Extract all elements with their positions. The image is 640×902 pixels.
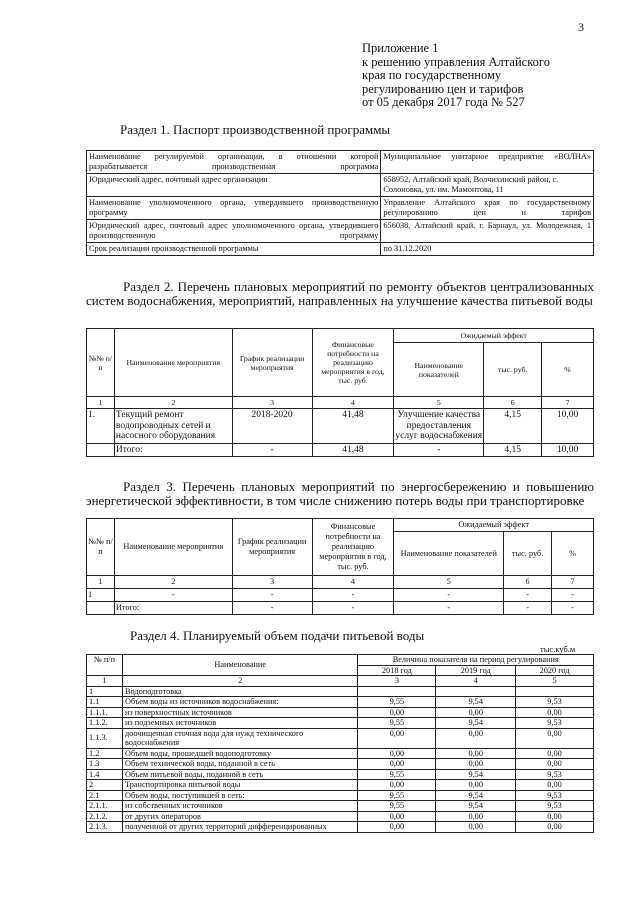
row-name: Текущий ремонт водопроводных сетей и насосного оборудования [114, 409, 232, 444]
header-finance: Финансовые потребности на реализацию мероприятия в год, тыс. руб. [312, 519, 394, 576]
total-indicator: - [394, 443, 484, 457]
col-number: 5 [516, 676, 594, 687]
col-number: 2 [114, 576, 232, 589]
col-number: 3 [358, 676, 436, 687]
table-row [87, 790, 594, 801]
row-thous: 4,15 [484, 409, 542, 444]
appendix-line: края по государственному [362, 68, 502, 82]
total-cell: - [394, 602, 504, 615]
header-num: №№ п/п [87, 519, 115, 576]
col-number: 6 [504, 576, 552, 589]
col-number: 3 [232, 397, 312, 409]
unit-label: тыс.куб.м [540, 644, 576, 654]
appendix-line: к решению управления Алтайского [362, 54, 550, 69]
total-cell: - [552, 602, 594, 615]
row-2019: 0,00 [436, 780, 516, 791]
row-label: Срок реализации производственной программы [87, 243, 381, 256]
total-cell: - [504, 602, 552, 615]
row-2019: 0,00 [436, 707, 516, 718]
column-numbers-row [87, 576, 594, 589]
row-num [87, 443, 115, 457]
table-row [87, 174, 594, 197]
col-number: 5 [394, 576, 504, 589]
appendix-header [362, 42, 550, 110]
row-2020: 0,00 [516, 748, 594, 759]
row-2020: 0,00 [516, 780, 594, 791]
row-name: от других операторов [122, 811, 358, 822]
row-2018: 0,00 [358, 811, 436, 822]
row-2018: 9,55 [358, 769, 436, 780]
row-name: из подземных источников [122, 718, 358, 729]
col-number: 4 [312, 576, 394, 589]
row-num: 1.3 [87, 759, 123, 770]
row-2018: 0,00 [358, 780, 436, 791]
total-cell: - [312, 602, 394, 615]
row-2019: 0,00 [436, 748, 516, 759]
col-number: 4 [436, 676, 516, 687]
column-numbers-row [87, 397, 594, 409]
row-label: Наименование регулируемой организации, в отношении которой разрабатывается производственная программа [87, 151, 381, 174]
row-name: Объем технической воды, поданной в сеть [122, 759, 358, 770]
row-cell: - [114, 589, 232, 602]
row-num: 2.1.3. [87, 822, 123, 833]
appendix-line: от 05 декабря 2017 года № 527 [362, 95, 525, 109]
header-thous: тыс. руб. [504, 532, 552, 576]
section1-title: Раздел 1. Паспорт производственной программы [120, 122, 391, 137]
row-num: 1.1.3. [87, 728, 123, 748]
row-name: полученной от других территорий дифференцированных [122, 822, 358, 833]
row-value: 658952, Алтайский край, Волчихинский район, с. Солоновка, ул. им. Мамонтова, 11 [381, 174, 594, 197]
row-2020: 0,00 [516, 759, 594, 770]
header-thous: тыс. руб. [484, 343, 542, 397]
row-2018: 9,55 [358, 718, 436, 729]
col-number: 1 [87, 576, 115, 589]
table-row [87, 801, 594, 812]
header-period: Величина показателя на период регулирования [358, 655, 594, 666]
table-row [87, 822, 594, 833]
row-2020: 9,53 [516, 801, 594, 812]
header-indicator: Наименование показателей [394, 343, 484, 397]
row-2019: 9,54 [436, 790, 516, 801]
total-schedule: - [232, 443, 312, 457]
row-value: Управление Алтайского края по государственному регулированию цен и тарифов [381, 197, 594, 220]
row-num: 1.1.1. [87, 707, 123, 718]
header-name: Наименование мероприятия [114, 329, 232, 397]
table-row [87, 707, 594, 718]
water-volume-table [86, 654, 594, 833]
row-num: 2.1.1. [87, 801, 123, 812]
row-cell: - [552, 589, 594, 602]
row-2019: 9,54 [436, 801, 516, 812]
total-percent: 10,00 [542, 443, 594, 457]
row-schedule: 2018-2020 [232, 409, 312, 444]
row-name: из собственных источников [122, 801, 358, 812]
row-2019: 0,00 [436, 728, 516, 748]
row-name: Объем воды, прошедшей водоподготовку [122, 748, 358, 759]
row-name: Транспортировка питьевой воды [122, 780, 358, 791]
row-value: Муниципальное унитарное предприятие «ВОЛНА» [381, 151, 594, 174]
header-finance: Финансовые потребности на реализацию мероприятия в год, тыс. руб. [312, 329, 394, 397]
row-2019: 9,54 [436, 697, 516, 708]
col-number: 4 [312, 397, 394, 409]
table-row [87, 769, 594, 780]
row-cell: - [504, 589, 552, 602]
col-number: 1 [87, 397, 115, 409]
row-num: 1.4 [87, 769, 123, 780]
repair-measures-table [86, 328, 594, 457]
passport-table [86, 150, 594, 256]
section4-title: Раздел 4. Планируемый объем подачи питьевой воды [130, 628, 425, 643]
row-cell: - [312, 589, 394, 602]
row-2019: 0,00 [436, 822, 516, 833]
header-indicator: Наименование показателей [394, 532, 504, 576]
row-num: 1. [87, 409, 115, 444]
col-number: 7 [552, 576, 594, 589]
row-num: 1 [87, 686, 123, 697]
row-label: Юридический адрес, почтовый адрес организации [87, 174, 381, 197]
header-2020: 2020 год [516, 665, 594, 676]
header-schedule: График реализации мероприятия [232, 519, 312, 576]
header-percent: % [552, 532, 594, 576]
row-num: 2 [87, 780, 123, 791]
row-num: 2.1 [87, 790, 123, 801]
row-2019 [436, 686, 516, 697]
table-row [87, 697, 594, 708]
row-num: 1.1 [87, 697, 123, 708]
col-number: 2 [122, 676, 358, 687]
row-2018: 0,00 [358, 707, 436, 718]
row-name: Водоподготовка [122, 686, 358, 697]
table-row [87, 589, 594, 602]
total-label: Итого: [114, 602, 232, 615]
row-name: Объем питьевой воды, поданной в сеть [122, 769, 358, 780]
row-2019: 0,00 [436, 811, 516, 822]
total-thous: 4,15 [484, 443, 542, 457]
table-row [87, 686, 594, 697]
col-number: 2 [114, 397, 232, 409]
row-num [87, 602, 115, 615]
row-finance: 41,48 [312, 409, 394, 444]
row-2018 [358, 686, 436, 697]
col-number: 1 [87, 676, 123, 687]
table-row [87, 409, 594, 444]
header-effect: Ожидаемый эффект [394, 519, 594, 532]
row-2019: 0,00 [436, 759, 516, 770]
page-number: 3 [578, 20, 584, 34]
row-num: 1 [87, 589, 115, 602]
table-row [87, 243, 594, 256]
table-row [87, 151, 594, 174]
row-2019: 9,54 [436, 718, 516, 729]
header-name: Наименование [122, 655, 358, 676]
table-row [87, 748, 594, 759]
row-2020: 0,00 [516, 822, 594, 833]
column-numbers-row [87, 676, 594, 687]
header-2018: 2018 год [358, 665, 436, 676]
col-number: 5 [394, 397, 484, 409]
total-row [87, 602, 594, 615]
row-2020: 0,00 [516, 728, 594, 748]
row-2018: 9,55 [358, 801, 436, 812]
total-label: Итого: [114, 443, 232, 457]
row-2019: 9,54 [436, 769, 516, 780]
header-num: №№ п/п [87, 329, 115, 397]
table-row [87, 197, 594, 220]
header-schedule: График реализации мероприятия [232, 329, 312, 397]
row-cell: - [232, 589, 312, 602]
col-number: 7 [542, 397, 594, 409]
section2-title: Раздел 2. Перечень плановых мероприятий по ремонту объектов централизованных систем водоснабжения, мероприятий, направленных на улучшение качества питьевой воды [86, 279, 594, 308]
row-2020: 9,53 [516, 697, 594, 708]
row-value: по 31.12.2020 [381, 243, 594, 256]
header-num: № п/п [87, 655, 123, 676]
header-percent: % [542, 343, 594, 397]
row-2020: 9,53 [516, 718, 594, 729]
row-cell: - [394, 589, 504, 602]
row-2020: 9,53 [516, 790, 594, 801]
row-label: Наименование уполномоченного органа, утвердившего производственную программу [87, 197, 381, 220]
row-name: из поверхностных источников [122, 707, 358, 718]
col-number: 6 [484, 397, 542, 409]
appendix-line: Приложение 1 [362, 41, 439, 55]
row-percent: 10,00 [542, 409, 594, 444]
header-2019: 2019 год [436, 665, 516, 676]
col-number: 3 [232, 576, 312, 589]
table-row [87, 759, 594, 770]
table-row [87, 811, 594, 822]
row-2018: 0,00 [358, 728, 436, 748]
row-2018: 0,00 [358, 748, 436, 759]
total-cell: - [232, 602, 312, 615]
row-2018: 0,00 [358, 822, 436, 833]
table-row [87, 220, 594, 243]
row-value: 656038, Алтайский край, г. Барнаул, ул. Молодежная, 1 [381, 220, 594, 243]
row-2020: 0,00 [516, 811, 594, 822]
row-label: Юридический адрес, почтовый адрес уполномоченного органа, утвердившего производственную программу [87, 220, 381, 243]
header-effect: Ожидаемый эффект [394, 329, 594, 343]
table-row [87, 728, 594, 748]
row-2018: 9,55 [358, 697, 436, 708]
total-finance: 41,48 [312, 443, 394, 457]
section3-title: Раздел 3. Перечень плановых мероприятий по энергосбережению и повышению энергетической эффективности, в том числе снижению потерь воды при транспортировке [86, 479, 594, 508]
row-2018: 9,55 [358, 790, 436, 801]
row-num: 1.1.2. [87, 718, 123, 729]
row-2020 [516, 686, 594, 697]
row-name: Объем воды, поступившей в сеть: [122, 790, 358, 801]
energy-measures-table [86, 518, 594, 615]
row-2018: 0,00 [358, 759, 436, 770]
row-2020: 0,00 [516, 707, 594, 718]
header-name: Наименование мероприятия [114, 519, 232, 576]
row-2020: 9,53 [516, 769, 594, 780]
table-row [87, 718, 594, 729]
row-name: доочищенная сточная вода для нужд технического водоснабжения [122, 728, 358, 748]
row-indicator: Улучшение качества предоставления услуг водоснабжения [395, 410, 483, 441]
total-row [87, 443, 594, 457]
row-name: Объем воды из источников водоснабжения: [122, 697, 358, 708]
row-num: 2.1.2. [87, 811, 123, 822]
appendix-line: регулированию цен и тарифов [362, 81, 524, 96]
table-row [87, 780, 594, 791]
row-num: 1.2 [87, 748, 123, 759]
